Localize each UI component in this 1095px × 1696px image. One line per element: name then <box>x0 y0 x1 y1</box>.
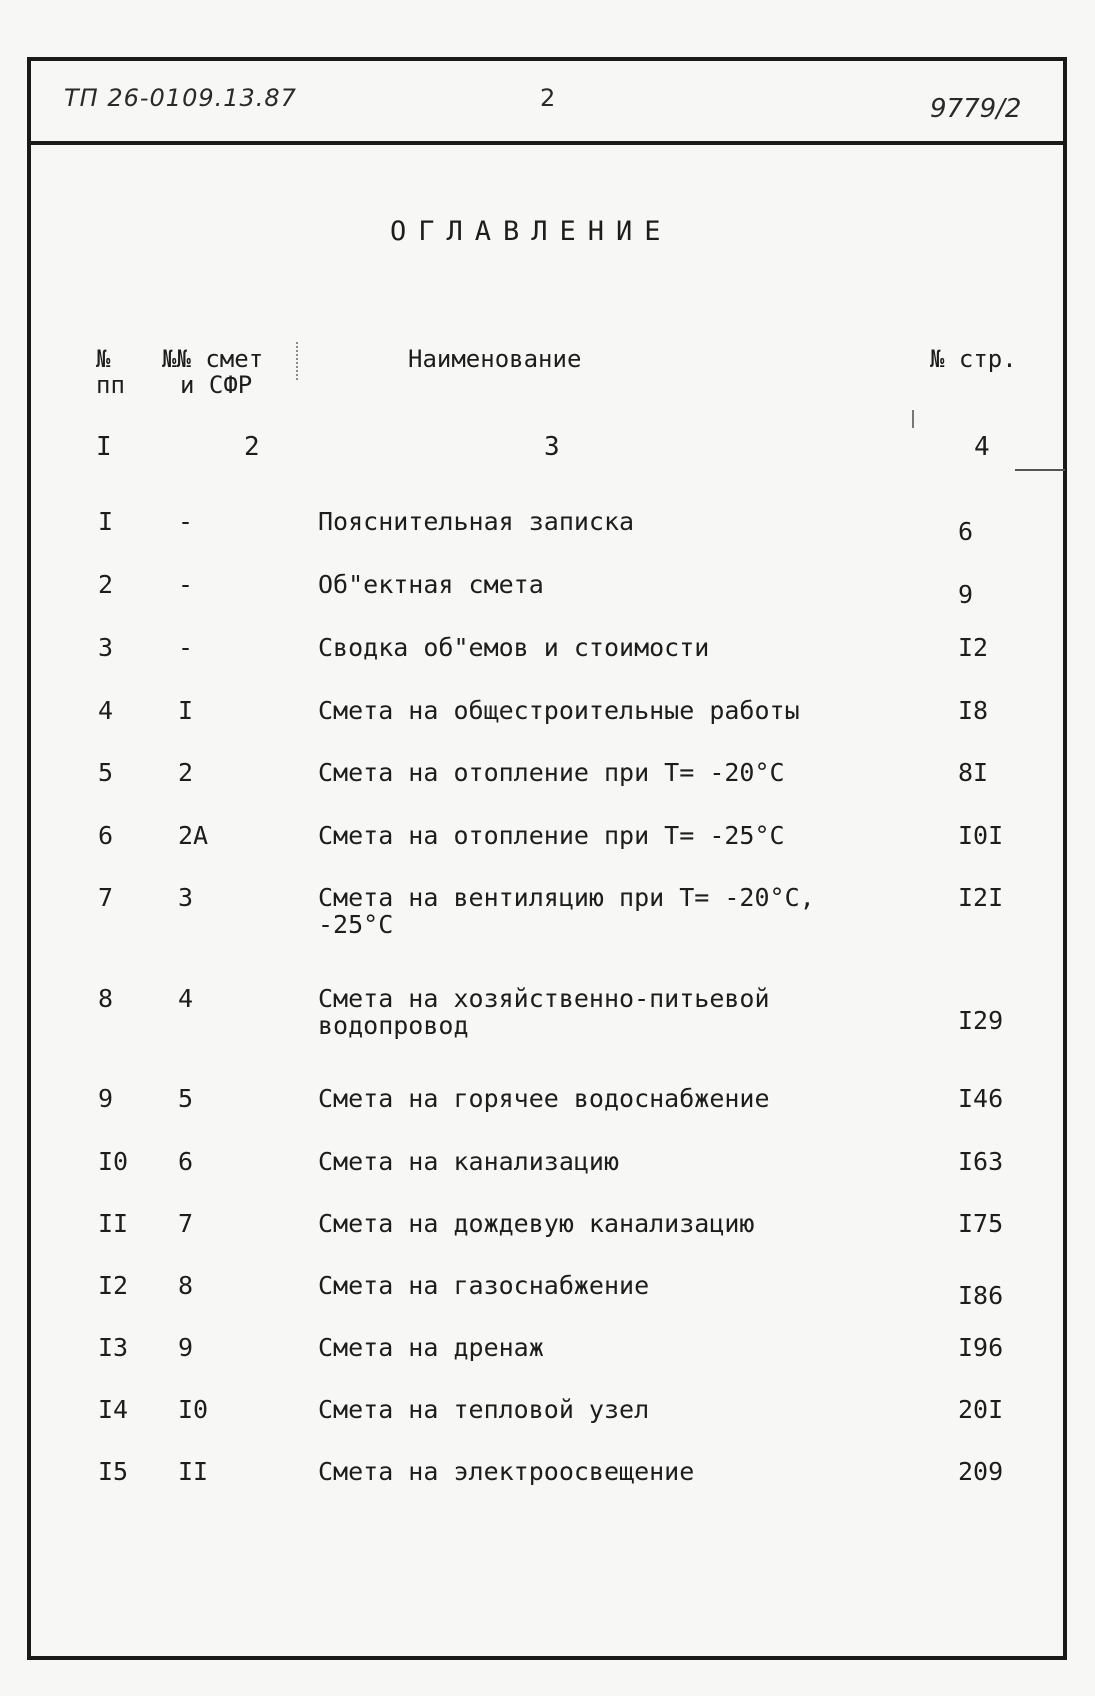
column-header-number <box>96 346 146 398</box>
row-estimate-number: II <box>178 1457 209 1486</box>
row-estimate-number: 7 <box>178 1209 194 1238</box>
row-title: Смета на дренаж <box>318 1333 544 1362</box>
column-index: 3 <box>544 432 560 462</box>
row-page: I63 <box>958 1147 1004 1176</box>
row-estimate-number: - <box>178 570 194 599</box>
row-estimate-number: 2 <box>178 758 194 787</box>
row-number: 7 <box>98 883 114 912</box>
divider-mark <box>912 410 914 428</box>
column-header-estimate-line1: №№ смет <box>162 345 264 373</box>
row-estimate-number: 6 <box>178 1147 194 1176</box>
row-page: I2 <box>958 633 989 662</box>
row-page: I2I <box>958 883 1004 912</box>
row-page: I86 <box>958 1281 1004 1310</box>
row-title: Смета на горячее водоснабжение <box>318 1084 770 1113</box>
row-number: I5 <box>98 1457 129 1486</box>
column-header-name: Наименование <box>408 345 582 373</box>
row-title: Смета на вентиляцию при Т= -20°С, -25°С <box>318 883 815 939</box>
column-header-number-line2: пп <box>96 371 125 399</box>
row-title: Смета на газоснабжение <box>318 1271 650 1300</box>
column-index: 4 <box>974 432 990 462</box>
row-number: 9 <box>98 1084 114 1113</box>
row-number: 2 <box>98 570 114 599</box>
row-page: 8I <box>958 758 989 787</box>
row-estimate-number: 9 <box>178 1333 194 1362</box>
row-number: 5 <box>98 758 114 787</box>
row-page: I75 <box>958 1209 1004 1238</box>
row-page: I46 <box>958 1084 1004 1113</box>
row-number: I <box>98 507 114 536</box>
column-header-estimate <box>162 346 282 398</box>
row-estimate-number: 3 <box>178 883 194 912</box>
row-number: 3 <box>98 633 114 662</box>
row-title: Смета на отопление при Т= -25°С <box>318 821 785 850</box>
column-header-estimate-line2: и СФР <box>180 371 253 399</box>
row-page: I96 <box>958 1333 1004 1362</box>
row-page: 9 <box>958 580 974 609</box>
row-page: I29 <box>958 1006 1004 1035</box>
row-number: 4 <box>98 696 114 725</box>
row-title: Смета на отопление при Т= -20°С <box>318 758 785 787</box>
row-page: 6 <box>958 517 974 546</box>
document-code: ТП 26-0109.13.87 <box>64 84 297 112</box>
row-estimate-number: - <box>178 633 194 662</box>
row-page: 209 <box>958 1457 1004 1486</box>
row-title: Пояснительная записка <box>318 507 635 536</box>
row-estimate-number: 5 <box>178 1084 194 1113</box>
row-title: Сводка об"емов и стоимости <box>318 633 710 662</box>
row-number: II <box>98 1209 129 1238</box>
column-index: I <box>96 432 112 462</box>
row-number: 8 <box>98 984 114 1013</box>
row-number: I3 <box>98 1333 129 1362</box>
row-page: I0I <box>958 821 1004 850</box>
column-header-page: № стр. <box>930 345 1017 373</box>
row-title: Смета на тепловой узел <box>318 1395 650 1424</box>
row-page: 20I <box>958 1395 1004 1424</box>
page-number: 2 <box>540 84 556 112</box>
row-page: I8 <box>958 696 989 725</box>
row-estimate-number: I <box>178 696 194 725</box>
row-number: I0 <box>98 1147 129 1176</box>
column-index: 2 <box>244 432 260 462</box>
row-estimate-number: I0 <box>178 1395 209 1424</box>
row-estimate-number: 4 <box>178 984 194 1013</box>
page-title: ОГЛАВЛЕНИЕ <box>390 216 673 247</box>
row-title: Смета на электроосвещение <box>318 1457 695 1486</box>
row-estimate-number: - <box>178 507 194 536</box>
archive-number: 9779/2 <box>930 94 1022 124</box>
column-header-number-line1: № <box>96 345 111 373</box>
row-title: Смета на хозяйственно-питьевой водопровод <box>318 984 770 1040</box>
row-estimate-number: 2А <box>178 821 209 850</box>
row-title: Смета на дождевую канализацию <box>318 1209 755 1238</box>
row-title: Об"ектная смета <box>318 570 544 599</box>
divider-mark <box>1015 469 1065 471</box>
row-title: Смета на канализацию <box>318 1147 620 1176</box>
row-number: I2 <box>98 1271 129 1300</box>
divider-mark <box>296 342 300 380</box>
row-number: 6 <box>98 821 114 850</box>
row-number: I4 <box>98 1395 129 1424</box>
row-title: Смета на общестроительные работы <box>318 696 800 725</box>
row-estimate-number: 8 <box>178 1271 194 1300</box>
